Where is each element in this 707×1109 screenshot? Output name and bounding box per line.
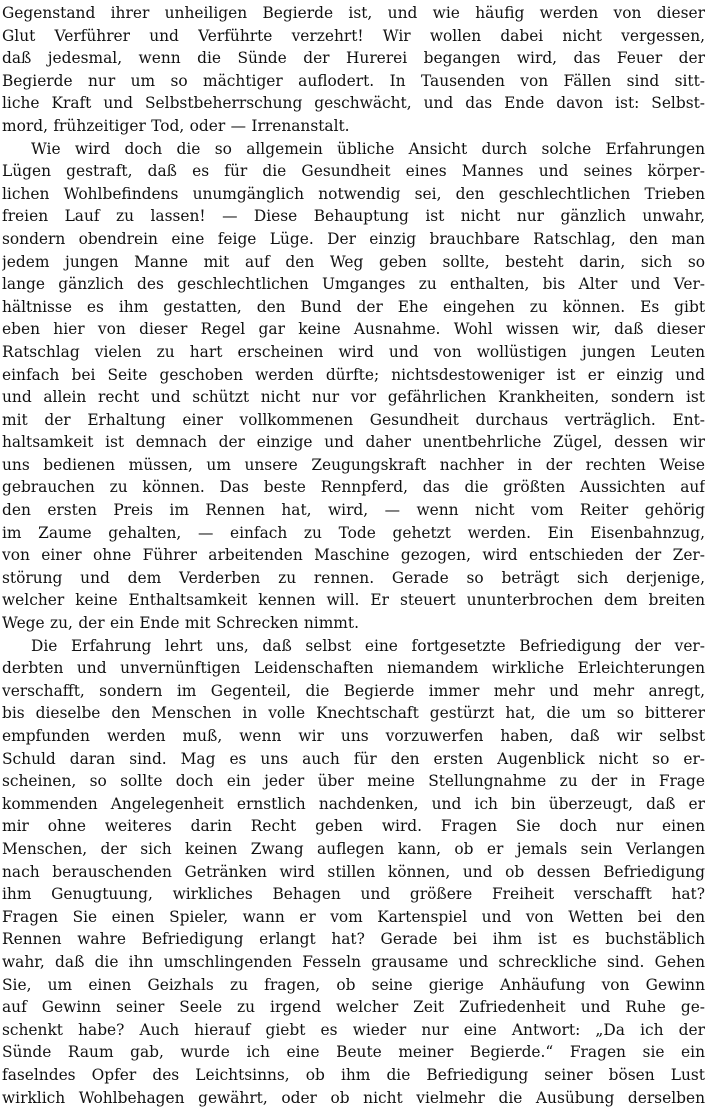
text-line: hältnisse es ihm gestatten, den Bund der Ehe eingehen zu können. Es gibt xyxy=(2,296,705,319)
text-line: sondern obendrein eine feige Lüge. Der einzig brauchbare Ratschlag, den man xyxy=(2,228,705,251)
text-line: den ersten Preis im Rennen hat, wird, — wenn nicht vom Reiter gehörig xyxy=(2,499,705,522)
text-line: Wege zu, der ein Ende mit Schrecken nimmt. xyxy=(2,612,705,635)
text-line: wahr, daß die ihn umschlingenden Fesseln grausame und schreckliche sind. Gehen xyxy=(2,951,705,974)
text-line: schenkt habe? Auch hierauf giebt es wieder nur eine Antwort: „Da ich der xyxy=(2,1019,705,1042)
text-line: von einer ohne Führer arbeitenden Maschine gezogen, wird entschieden der Zer- xyxy=(2,544,705,567)
text-line: wirklich Wohlbehagen gewährt, oder ob nicht vielmehr die Ausübung derselben xyxy=(2,1087,705,1109)
text-line: Fragen Sie einen Spieler, wann er vom Kartenspiel und von Wetten bei den xyxy=(2,906,705,929)
text-line: eben hier von dieser Regel gar keine Ausnahme. Wohl wissen wir, daß dieser xyxy=(2,318,705,341)
text-line: uns bedienen müssen, um unsere Zeugungskraft nachher in der rechten Weise xyxy=(2,454,705,477)
text-line: Sünde Raum gab, wurde ich eine Beute meiner Begierde.“ Fragen sie ein xyxy=(2,1041,705,1064)
text-line: Begierde nur um so mächtiger auflodert. In Tausenden von Fällen sind sitt- xyxy=(2,70,705,93)
text-line: empfunden werden muß, wenn wir uns vorzuwerfen haben, daß wir selbst xyxy=(2,725,705,748)
text-line: gebrauchen zu können. Das beste Rennpferd, das die größten Aussichten auf xyxy=(2,476,705,499)
text-line: Gegenstand ihrer unheiligen Begierde ist, und wie häufig werden von dieser xyxy=(2,2,705,25)
text-line: Sie, um einen Geizhals zu fragen, ob seine gierige Anhäufung von Gewinn xyxy=(2,974,705,997)
text-line: ihm Genugtuung, wirkliches Behagen und größere Freiheit verschafft hat? xyxy=(2,883,705,906)
text-line: im Zaume gehalten, — einfach zu Tode gehetzt werden. Ein Eisenbahnzug, xyxy=(2,522,705,545)
text-line: liche Kraft und Selbstbeherrschung geschwächt, und das Ende davon ist: Selbst- xyxy=(2,92,705,115)
text-line: Lügen gestraft, daß es für die Gesundheit eines Mannes und seines körper- xyxy=(2,160,705,183)
text-line: Die Erfahrung lehrt uns, daß selbst eine fortgesetzte Befriedigung der ver- xyxy=(2,635,705,658)
text-line: lichen Wohlbefindens unumgänglich notwendig sei, den geschlechtlichen Trieben xyxy=(2,183,705,206)
paragraph xyxy=(2,635,705,1109)
text-line: Wie wird doch die so allgemein übliche Ansicht durch solche Erfahrungen xyxy=(2,138,705,161)
text-line: und allein recht und schützt nicht nur vor gefährlichen Krankheiten, sondern ist xyxy=(2,386,705,409)
text-line: jedem jungen Manne mit auf den Weg geben sollte, besteht darin, sich so xyxy=(2,251,705,274)
paragraph xyxy=(2,2,705,138)
body-text xyxy=(2,2,705,1109)
text-line: welcher keine Enthaltsamkeit kennen will. Er steuert ununterbrochen dem breiten xyxy=(2,589,705,612)
text-line: Ratschlag vielen zu hart erscheinen wird und von wollüstigen jungen Leuten xyxy=(2,341,705,364)
paragraph xyxy=(2,138,705,635)
text-line: daß jedesmal, wenn die Sünde der Hurerei begangen wird, das Feuer der xyxy=(2,47,705,70)
text-line: Schuld daran sind. Mag es uns auch für den ersten Augenblick nicht so er- xyxy=(2,748,705,771)
text-line: einfach bei Seite geschoben werden dürfte; nichtsdestoweniger ist er einzig und xyxy=(2,364,705,387)
text-line: Menschen, der sich keinen Zwang auflegen kann, ob er jemals sein Verlangen xyxy=(2,838,705,861)
text-line: mit der Erhaltung einer vollkommenen Gesundheit durchaus verträglich. Ent- xyxy=(2,409,705,432)
text-line: bis dieselbe den Menschen in volle Knechtschaft gestürzt hat, die um so bitterer xyxy=(2,702,705,725)
text-line: derbten und unvernünftigen Leidenschaften niemandem wirkliche Erleichterungen xyxy=(2,657,705,680)
text-line: freien Lauf zu lassen! — Diese Behauptung ist nicht nur gänzlich unwahr, xyxy=(2,205,705,228)
text-line: auf Gewinn seiner Seele zu irgend welcher Zeit Zufriedenheit und Ruhe ge- xyxy=(2,996,705,1019)
text-line: faselndes Opfer des Leichtsinns, ob ihm die Befriedigung seiner bösen Lust xyxy=(2,1064,705,1087)
text-line: nach berauschenden Getränken wird stillen können, und ob dessen Befriedigung xyxy=(2,861,705,884)
text-line: Glut Verführer und Verführte verzehrt! Wir wollen dabei nicht vergessen, xyxy=(2,25,705,48)
text-line: kommenden Angelegenheit ernstlich nachdenken, und ich bin überzeugt, daß er xyxy=(2,793,705,816)
text-line: mir ohne weiteres darin Recht geben wird. Fragen Sie doch nur einen xyxy=(2,815,705,838)
text-line: lange gänzlich des geschlechtlichen Umganges zu enthalten, bis Alter und Ver- xyxy=(2,273,705,296)
text-line: verschafft, sondern im Gegenteil, die Begierde immer mehr und mehr anregt, xyxy=(2,680,705,703)
text-line: störung und dem Verderben zu rennen. Gerade so beträgt sich derjenige, xyxy=(2,567,705,590)
text-line: mord, frühzeitiger Tod, oder — Irrenanstalt. xyxy=(2,115,705,138)
text-line: scheinen, so sollte doch ein jeder über meine Stellungnahme zu der in Frage xyxy=(2,770,705,793)
text-line: haltsamkeit ist demnach der einzige und daher unentbehrliche Zügel, dessen wir xyxy=(2,431,705,454)
text-line: Rennen wahre Befriedigung erlangt hat? Gerade bei ihm ist es buchstäblich xyxy=(2,928,705,951)
